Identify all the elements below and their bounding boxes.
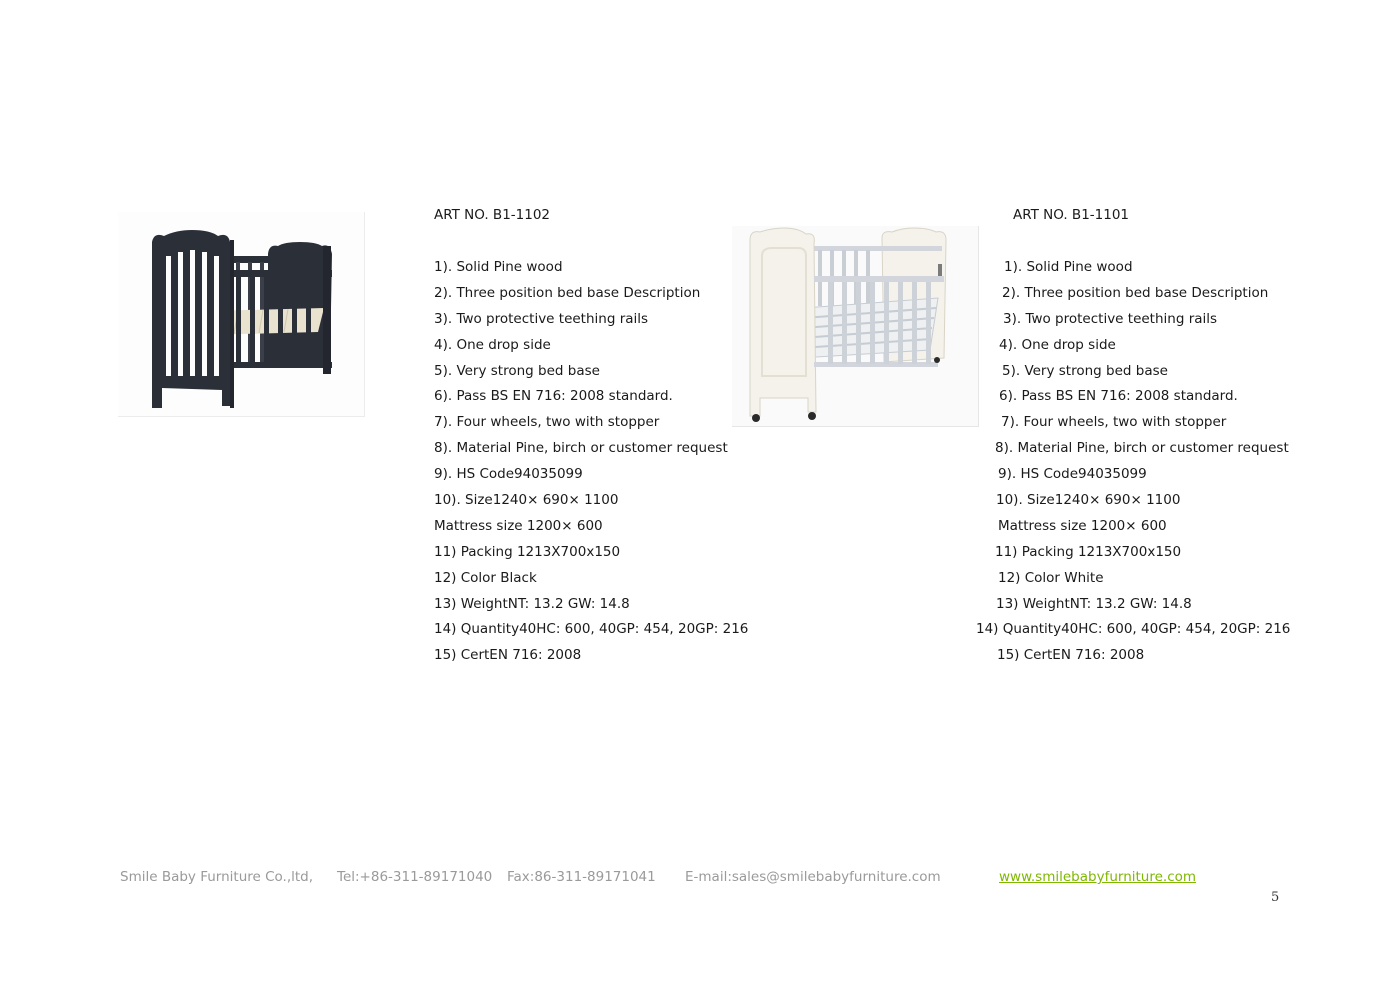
spec-item: 14) Quantity40HC: 600, 40GP: 454, 20GP: 216 <box>434 621 749 638</box>
spec-item: 12) Color Black <box>434 569 537 586</box>
spec-item: 4). One drop side <box>999 336 1116 353</box>
spec-item: 10). Size1240× 690× 1100 <box>996 492 1181 509</box>
spec-item: 10). Size1240× 690× 1100 <box>434 492 619 509</box>
spec-item: 14) Quantity40HC: 600, 40GP: 454, 20GP: 216 <box>976 621 1291 638</box>
footer-tel: Tel:+86-311-89171040 <box>337 869 493 885</box>
spec-item: 11) Packing 1213X700x150 <box>434 543 621 560</box>
spec-item: 5). Very strong bed base <box>1002 362 1168 379</box>
spec-item: 8). Material Pine, birch or customer request <box>995 440 1289 457</box>
spec-list <box>976 259 1290 673</box>
spec-item: 2). Three position bed base Description <box>1002 284 1269 301</box>
spec-item: 4). One drop side <box>434 336 551 353</box>
footer-email: E-mail:sales@smilebabyfurniture.com <box>685 869 941 885</box>
spec-item: 3). Two protective teething rails <box>434 310 649 327</box>
art-number: ART NO. B1-1102 <box>434 207 551 223</box>
product-image-b1-1102 <box>118 212 365 417</box>
spec-item: 7). Four wheels, two with stopper <box>1001 414 1227 431</box>
spec-item: 6). Pass BS EN 716: 2008 standard. <box>999 388 1238 405</box>
spec-item: 5). Very strong bed base <box>434 362 600 379</box>
spec-item: 1). Solid Pine wood <box>1004 259 1133 275</box>
footer-website-link[interactable]: www.smilebabyfurniture.com <box>999 869 1197 885</box>
art-number: ART NO. B1-1101 <box>1013 207 1130 223</box>
spec-item: Mattress size 1200× 600 <box>434 517 603 534</box>
spec-item: 13) WeightNT: 13.2 GW: 14.8 <box>996 595 1192 612</box>
footer-fax: Fax:86-311-89171041 <box>507 869 656 885</box>
spec-item: 15) CertEN 716: 2008 <box>434 647 582 664</box>
spec-item: 6). Pass BS EN 716: 2008 standard. <box>434 388 673 405</box>
spec-item: 1). Solid Pine wood <box>434 259 563 275</box>
spec-item: 9). HS Code94035099 <box>434 466 583 483</box>
white-wooden-crib-icon <box>732 226 978 426</box>
spec-item: 3). Two protective teething rails <box>1003 310 1218 327</box>
spec-item: 12) Color White <box>998 569 1104 586</box>
black-wooden-crib-icon <box>118 212 364 416</box>
spec-item: 11) Packing 1213X700x150 <box>995 543 1182 560</box>
spec-item: 7). Four wheels, two with stopper <box>434 414 660 431</box>
product-image-b1-1101 <box>732 226 979 427</box>
spec-item: 13) WeightNT: 13.2 GW: 14.8 <box>434 595 630 612</box>
footer-company: Smile Baby Furniture Co.,ltd, <box>120 869 314 885</box>
spec-item: 15) CertEN 716: 2008 <box>997 647 1145 664</box>
spec-list <box>434 259 748 673</box>
page-number: 5 <box>1271 890 1280 905</box>
spec-item: 9). HS Code94035099 <box>998 466 1147 483</box>
spec-item: Mattress size 1200× 600 <box>998 517 1167 534</box>
spec-item: 2). Three position bed base Description <box>434 284 701 301</box>
spec-item: 8). Material Pine, birch or customer request <box>434 440 728 457</box>
